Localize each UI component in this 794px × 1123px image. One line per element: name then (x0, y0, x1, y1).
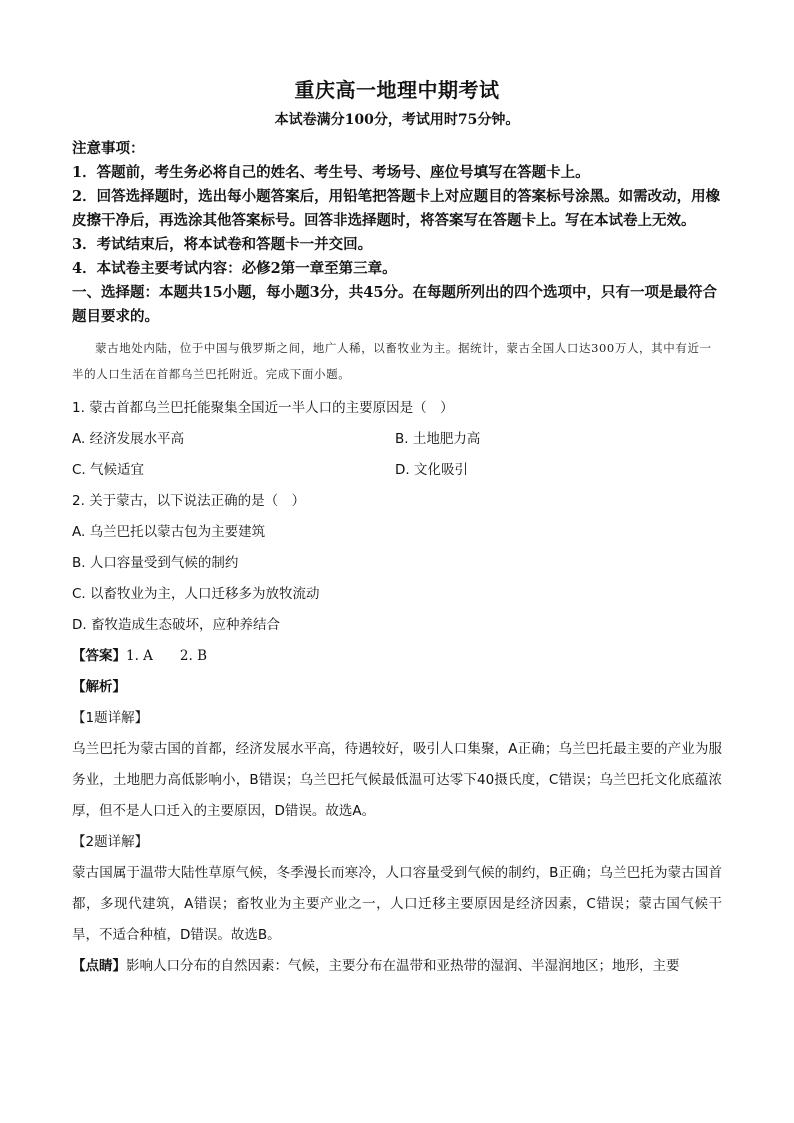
highlight-label: 【点睛】 (72, 958, 126, 974)
question-1-option-c: C. 气候适宜 (72, 462, 145, 478)
question-1-option-b: B. 土地肥力高 (395, 431, 481, 447)
page-title: 重庆高一地理中期考试 (294, 78, 500, 102)
question-2-option-c: C. 以畜牧业为主，人口迁移多为放牧流动 (72, 586, 320, 602)
question-1-stem: 1. 蒙古首都乌兰巴托能聚集全国近一半人口的主要原因是（ ） (72, 400, 454, 416)
page-subtitle: 本试卷满分100分，考试用时75分钟。 (274, 112, 520, 128)
notice-heading: 注意事项： (72, 140, 145, 157)
answer-value: 1. A 2. B (126, 648, 208, 664)
notice-item-4: 4．本试卷主要考试内容：必修2第一章至第三章。 (72, 260, 397, 277)
detail-2-label: 【2题详解】 (72, 834, 149, 850)
answer-line (72, 641, 722, 672)
exam-page (72, 70, 722, 982)
question-1-option-d: D. 文化吸引 (395, 462, 468, 478)
question-2-option-a: A. 乌兰巴托以蒙古包为主要建筑 (72, 524, 266, 540)
notice-item-3: 3．考试结束后，将本试卷和答题卡一并交回。 (72, 236, 373, 253)
analysis-label: 【解析】 (72, 679, 126, 695)
detail-2-heading (72, 827, 722, 858)
question-2-stem: 2. 关于蒙古，以下说法正确的是（ ） (72, 493, 306, 509)
question-1-options-row-2 (72, 455, 722, 486)
detail-1-heading (72, 703, 722, 734)
detail-2-text: 蒙古国属于温带大陆性草原气候，冬季漫长而寒冷，人口容量受到气候的制约，B正确；乌兰巴托为蒙古国首都，多现代建筑，A错误；畜牧业为主要产业之一，人口迁移主要原因是经济因素，C错误；蒙古国气候干旱，不适合种植，D错误。故选B。 (72, 865, 722, 943)
highlight-paragraph (72, 951, 722, 982)
question-2-option-b: B. 人口容量受到气候的制约 (72, 555, 239, 571)
detail-1-label: 【1题详解】 (72, 710, 149, 726)
question-2-option-d: D. 畜牧造成生态破坏，应种养结合 (72, 617, 280, 633)
analysis-line (72, 672, 722, 703)
detail-1-text: 乌兰巴托为蒙古国的首都，经济发展水平高，待遇较好，吸引人口集聚，A正确；乌兰巴托最主要的产业为服务业，土地肥力高低影响小，B错误；乌兰巴托气候最低温可达零下40摄氏度，C错误；乌兰巴托文化底蕴浓厚，但不是人口迁入的主要原因，D错误。故选A。 (72, 741, 722, 819)
answer-label: 【答案】 (72, 648, 126, 664)
reading-passage: 蒙古地处内陆，位于中国与俄罗斯之间，地广人稀，以畜牧业为主。据统计，蒙古全国人口达300万人，其中有近一半的人口生活在首都乌兰巴托附近。完成下面小题。 (72, 341, 712, 381)
question-1-options-row-1 (72, 424, 722, 455)
question-1-option-a: A. 经济发展水平高 (72, 431, 185, 447)
highlight-text: 影响人口分布的自然因素：气候，主要分布在温带和亚热带的湿润、半湿润地区；地形，主要 (126, 958, 680, 974)
section-heading: 一、选择题：本题共15小题，每小题3分，共45分。在每题所列出的四个选项中，只有一项是最符合题目要求的。 (72, 284, 717, 325)
notice-item-1: 1．答题前，考生务必将自己的姓名、考生号、考场号、座位号填写在答题卡上。 (72, 164, 590, 181)
notice-item-2: 2．回答选择题时，选出每小题答案后，用铅笔把答题卡上对应题目的答案标号涂黑。如需改动，用橡皮擦干净后，再选涂其他答案标号。回答非选择题时，将答案写在答题卡上。写在本试卷上无效。 (72, 188, 721, 229)
